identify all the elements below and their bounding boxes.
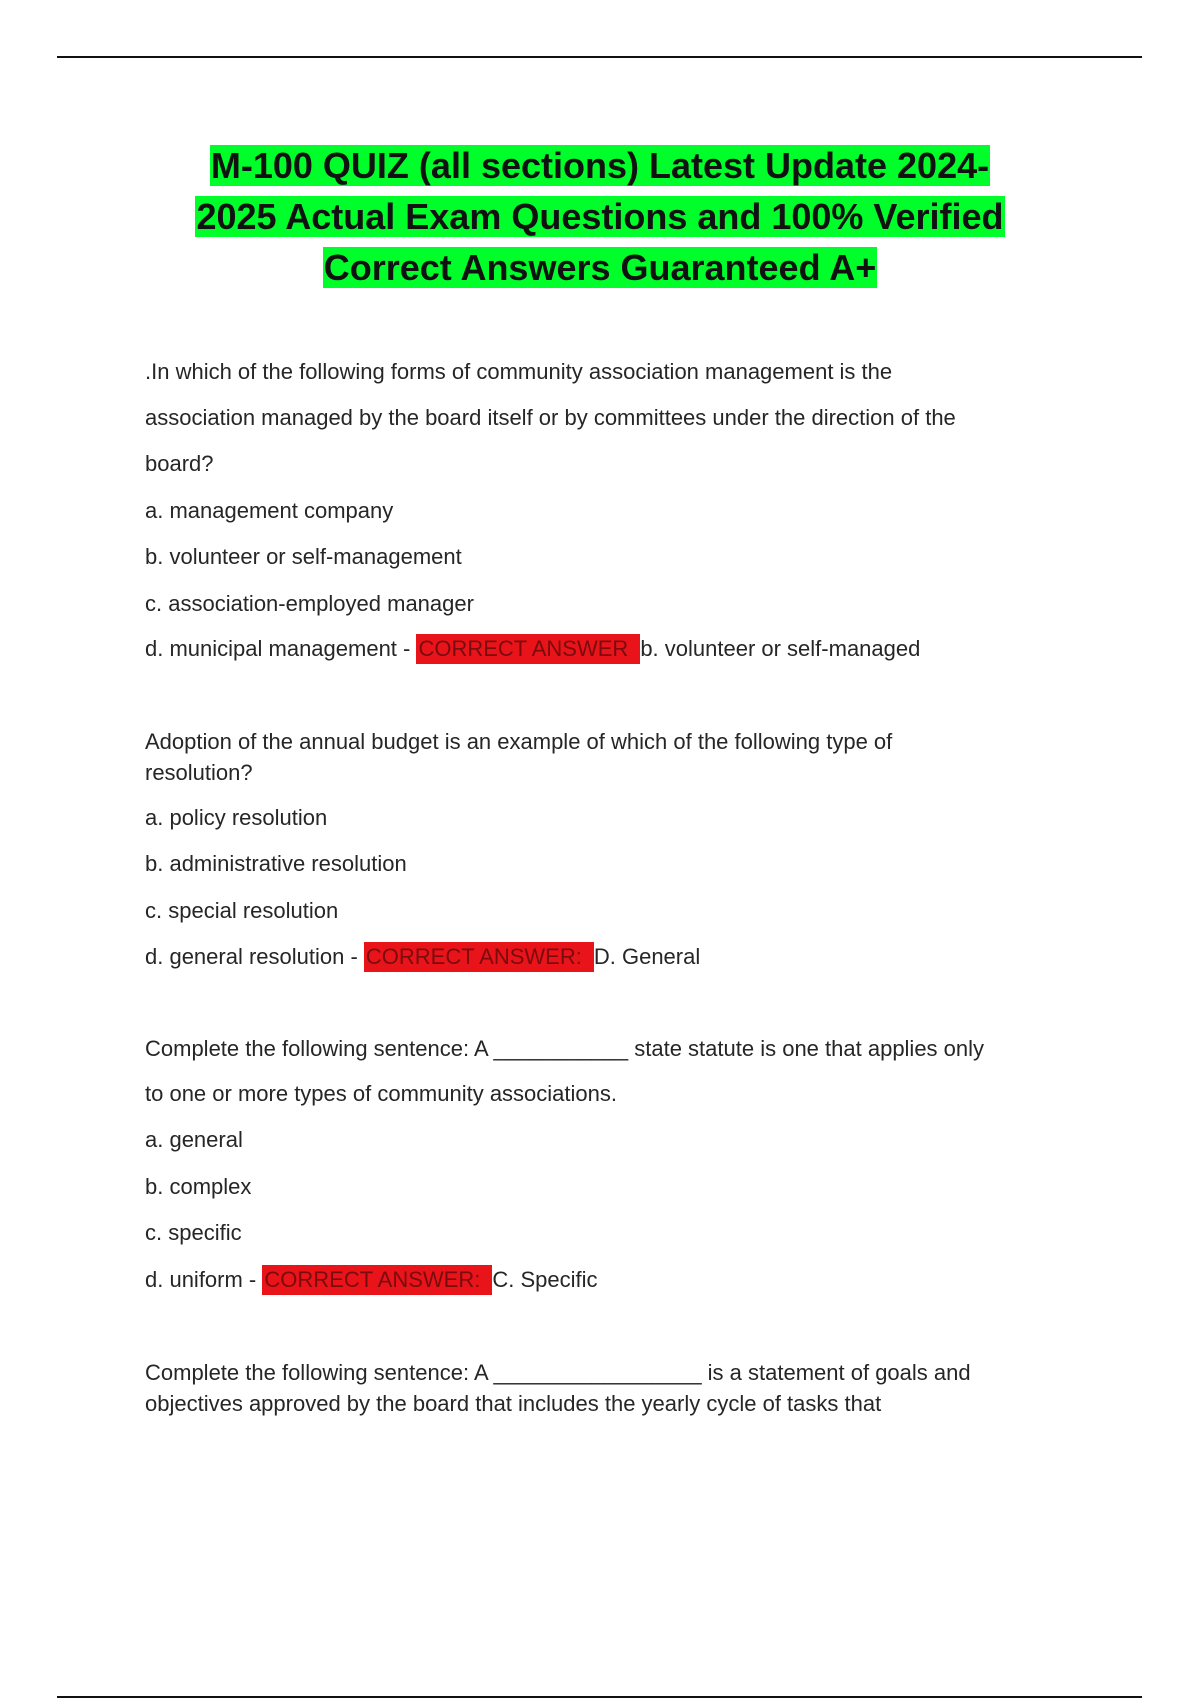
question-1-stem-line-2: association managed by the board itself or by committees under the direction of the: [145, 405, 956, 430]
question-2-stem: [145, 726, 1075, 788]
question-2-answer: D. General: [593, 944, 701, 969]
question-2-option-a: a. policy resolution: [145, 805, 328, 830]
title-line-3: Correct Answers Guaranteed A+: [323, 247, 877, 288]
question-1-answer: b. volunteer or self-managed: [640, 636, 921, 661]
question-2-option-d: [145, 942, 700, 972]
question-1-option-b: b. volunteer or self-management: [145, 544, 462, 569]
question-1-option-a: a. management company: [145, 498, 394, 523]
question-3-option-c: c. specific: [145, 1220, 242, 1245]
question-4-stem: [145, 1357, 1075, 1419]
question-3-stem-line-2: to one or more types of community associations.: [145, 1081, 617, 1106]
top-divider: [57, 56, 1142, 58]
question-3-option-d-text: d. uniform -: [145, 1267, 263, 1292]
correct-answer-label: CORRECT ANSWER: [416, 634, 640, 664]
question-3-option-a: a. general: [145, 1127, 243, 1152]
question-2-option-d-text: d. general resolution -: [145, 944, 364, 969]
question-1-stem-line-3: board?: [145, 451, 214, 476]
title-line-2: 2025 Actual Exam Questions and 100% Verified: [196, 196, 1004, 237]
question-1-option-d: [145, 634, 920, 664]
title-line-1: M-100 QUIZ (all sections) Latest Update 2024-: [210, 145, 990, 186]
question-3-option-d: [145, 1265, 597, 1295]
question-4-stem-line-2: objectives approved by the board that includes the yearly cycle of tasks that: [145, 1391, 882, 1416]
question-2-option-b: b. administrative resolution: [145, 851, 407, 876]
question-3-stem-line-1: Complete the following sentence: A ___________ state statute is one that applies only: [145, 1036, 985, 1061]
question-4-stem-line-1: Complete the following sentence: A _________________ is a statement of goals and: [145, 1360, 971, 1385]
question-1-option-d-text: d. municipal management -: [145, 636, 417, 661]
document-title: [100, 140, 1100, 293]
bottom-divider: [57, 1696, 1142, 1698]
question-1-stem-line-1: .In which of the following forms of community association management is the: [145, 359, 893, 384]
question-2-stem-line-1: Adoption of the annual budget is an example of which of the following type of: [145, 729, 893, 754]
question-1-option-c: c. association-employed manager: [145, 591, 474, 616]
correct-answer-label: CORRECT ANSWER:: [364, 942, 594, 972]
question-3-option-b: b. complex: [145, 1174, 252, 1199]
question-2-option-c: c. special resolution: [145, 898, 339, 923]
question-3-answer: C. Specific: [492, 1267, 598, 1292]
question-2-stem-line-2: resolution?: [145, 760, 253, 785]
correct-answer-label: CORRECT ANSWER:: [262, 1265, 492, 1295]
